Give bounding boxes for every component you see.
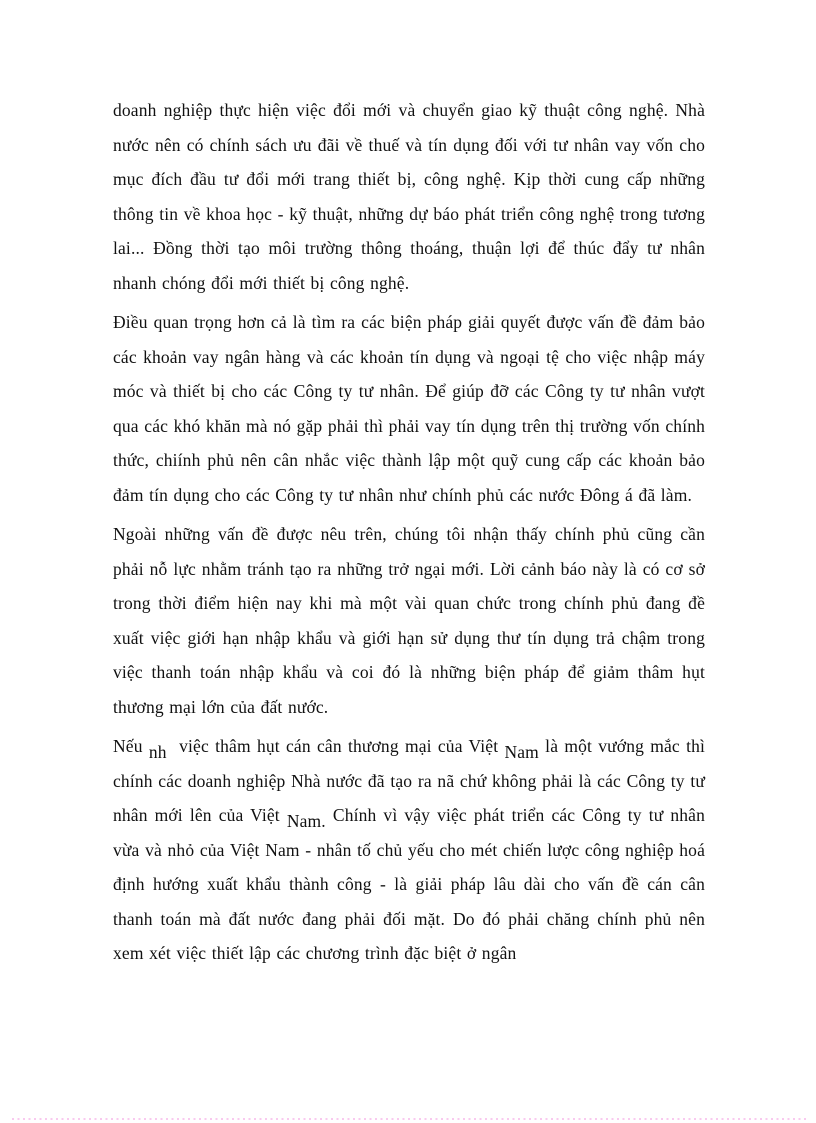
text-run: Chính vì vậy việc phát triển các Công ty tư nhân vừa và nhỏ của Việt Nam - nhân tố chủ yếu cho mét chiến lược công nghiệp hoá định hướng xuất khẩu thành công - là giải pháp lâu dài cho vấn đề cán cân thanh toán mà đất nước đang phải đối mặt. Do đó phải chăng chính phủ nên xem xét việc thiết lập các chương trình đặc biệt ở ngân <box>113 805 705 963</box>
paragraph <box>113 517 705 724</box>
paragraph <box>113 729 705 971</box>
paragraph <box>113 305 705 512</box>
document-body <box>113 93 705 976</box>
text-run: Điều quan trọng hơn cả là tìm ra các biện pháp giải quyết được vấn đề đảm bảo các khoản vay ngân hàng và các khoản tín dụng và ngoại tệ cho việc nhập máy móc và thiết bị cho các Công ty tư nhân. Để giúp đỡ các Công ty tư nhân vượt qua các khó khăn mà nó gặp phải thì phải vay tín dụng trên thị trường vốn chính thức, chiính phủ nên cân nhắc việc thành lập một quỹ cung cấp các khoản bảo đảm tín dụng cho các Công ty tư nhân như chính phủ các nước Đông á đã làm. <box>113 312 705 505</box>
text-run: Ngoài những vấn đề được nêu trên, chúng tôi nhận thấy chính phủ cũng cần phải nỗ lực nhằm tránh tạo ra những trở ngại mới. Lời cảnh báo này là có cơ sở trong thời điểm hiện nay khi mà một vài quan chức trong chính phủ đang đề xuất việc giới hạn nhập khẩu và giới hạn sử dụng thư tín dụng trả chậm trong việc thanh toán nhập khẩu và coi đó là những biện pháp để giảm thâm hụt thương mại lớn của đất nước. <box>113 524 705 717</box>
text-run: doanh nghiệp thực hiện việc đổi mới và chuyển giao kỹ thuật công nghệ. Nhà nước nên có chính sách ưu đãi về thuế và tín dụng đối với tư nhân vay vốn cho mục đích đầu tư đổi mới trang thiết bị, công nghệ. Kịp thời cung cấp những thông tin về khoa học - kỹ thuật, những dự báo phát triển công nghệ trong tương lai... Đồng thời tạo môi trường thông thoáng, thuận lợi để thúc đẩy tư nhân nhanh chóng đổi mới thiết bị công nghệ. <box>113 100 705 293</box>
text-run: Nếu <box>113 736 149 756</box>
text-run: việc thâm hụt cán cân thương mại của Việt <box>166 736 505 756</box>
paragraph <box>113 93 705 300</box>
bottom-dotted-divider <box>12 1118 808 1120</box>
text-run: là một vướng mắc thì chính các doanh nghiệp Nhà nước đã tạo ra nã chứ không phải là các Công ty tư nhân mới lên của Việt <box>113 736 705 825</box>
lowered-text-run: nh <box>148 742 167 762</box>
lowered-text-run: Nam <box>504 742 539 762</box>
lowered-text-run: Nam. <box>286 811 326 831</box>
